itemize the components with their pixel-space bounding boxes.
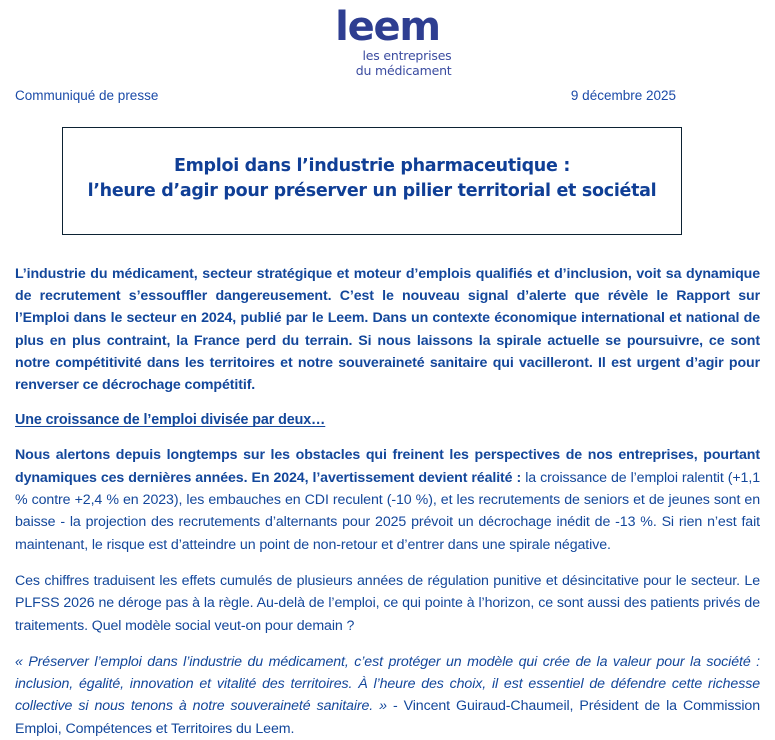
title-box — [62, 127, 682, 235]
quote-text: « Préserver l’emploi dans l’industrie du médicament, c’est protéger un modèle qui crée de la valeur pour la société : inclusion, égalité, innovation et vitalité des territoires. À l’heure des choix, il est essentiel de défendre cette richesse collective si nous tenons à notre souveraineté sanitaire. » — [15, 653, 760, 715]
logo-tagline-line1: les entreprises — [362, 48, 452, 63]
logo-wordmark: leem — [335, 4, 440, 50]
header-row — [14, 88, 761, 103]
paragraph-body-text: la croissance de l’emploi ralentit (+1,1 % contre +2,4 % en 2023), les embauches en CDI reculent (-10 %), et les recrutements de seniors et de jeunes sont en baisse - la projection des recrutements d’alternants pour 2025 prévoit un décrochage inédit de -13 %. Si rien n’est fait maintenant, le risque est d’atteindre un point de non-retour et d’entrer dans une spirale négative. — [15, 469, 760, 553]
logo-tagline-line2: du médicament — [355, 62, 452, 78]
page-title-line-2: l’heure d’agir pour préserver un pilier territorial et sociétal — [87, 180, 657, 201]
paragraph-lead-in: Nous alertons depuis longtemps sur les obstacles qui freinent les perspectives de nos entreprises, pourtant dynamiques ces dernières années. En 2024, l’avertissement devient réalité : — [15, 447, 760, 486]
intro-paragraph: L’industrie du médicament, secteur stratégique et moteur d’emplois qualifiés et d’inclusion, voit sa dynamique de recrutement s’essouffler dangereusement. C’est le nouveau signal d’alerte que révèle le Rapport sur l’Emploi dans le secteur en 2024, publié par le Leem. Dans un contexte économique international et national de plus en plus contraint, la France perd du terrain. Si nous laissons la spirale actuelle se poursuivre, ce sont notre compétitivité dans les territoires et notre souveraineté sanitaire qui vacilleront. Il est urgent d’agir pour renverser ce décrochage compétitif. — [15, 265, 760, 394]
publication-date: 9 décembre 2025 — [570, 88, 676, 103]
body-content — [14, 263, 761, 740]
paragraph-regulation: Ces chiffres traduisent les effets cumulés de plusieurs années de régulation punitive et désincitative pour le secteur. Le PLFSS 2026 ne déroge pas à la règle. Au-delà de l’emploi, ce qui pointe à l’horizon, ce sont aussi des patients privés de traitements. Quel modèle social veut-on pour demain ? — [15, 572, 760, 634]
quote-attribution: - Vincent Guiraud-Chaumeil, Président de la Commission Emploi, Compétences et Territoires du Leem. — [15, 698, 760, 737]
logo-area — [14, 0, 761, 82]
pull-quote — [15, 651, 760, 740]
page-title-line-1: Emploi dans l’industrie pharmaceutique : — [173, 156, 571, 176]
document-type-label: Communiqué de presse — [15, 88, 159, 103]
section-subheading: Une croissance de l’emploi divisée par deux… — [15, 412, 326, 429]
logo-tagline — [323, 49, 453, 79]
paragraph-employment-figures — [15, 444, 760, 555]
leem-logo — [323, 4, 453, 79]
